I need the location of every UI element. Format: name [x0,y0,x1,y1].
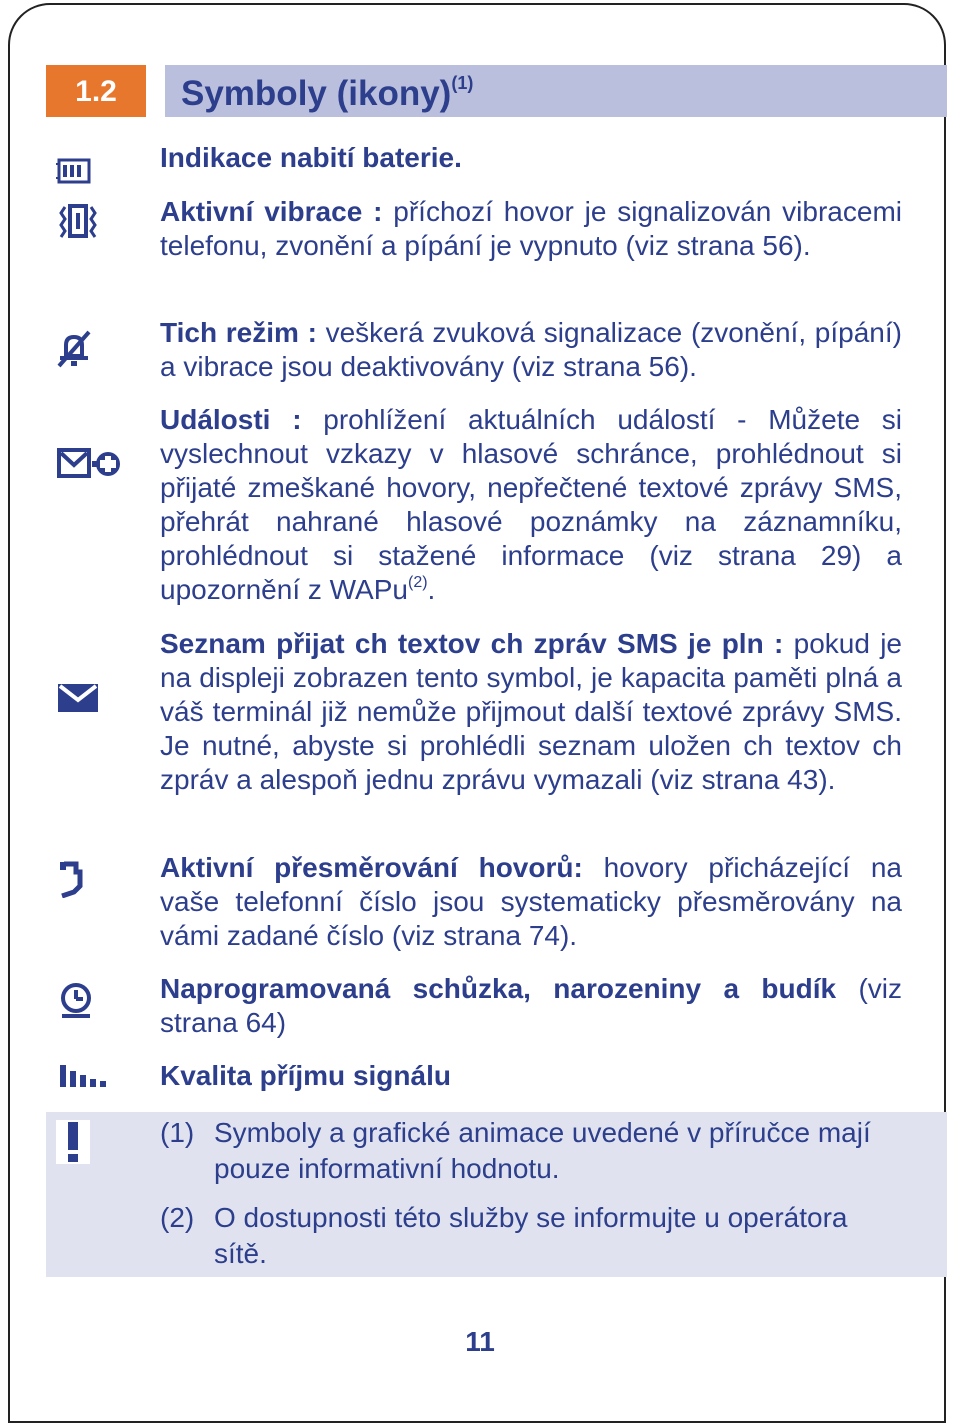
section-title-footnote: (1) [451,73,474,93]
silent-mode-icon [56,330,92,368]
signal-strength-icon [56,1063,110,1089]
events-icon [56,447,126,481]
footnote-1-number: (1) [160,1117,195,1148]
sms-full-icon [56,682,102,714]
entry-events: Události : prohlížení aktuálních událostí - Můžete si vyslechnout vzkazy v hlasové schránce, prohlédnout si přijaté zmeškané hovory, nepřečtené textové zprávy SMS, přehrát nahrané hlasové poznámky na záznamníku, prohlédnout si stažené informace (viz strana 29) a upozornění z WAPu$^{(2)}$. [160,404,903,605]
section-header [165,65,947,117]
entry-alarm: Naprogramovaná schůzka, narozeniny a budík (viz strana 64) [160,973,902,1038]
footnote-1 [160,1115,900,1187]
entry-battery: Indikace nabití baterie. [160,142,462,173]
entry-silent-mode: Tich režim : veškerá zvuková signalizace (zvonění, pípání) a vibrace jsou deaktivovány (viz strana 56). [160,317,902,382]
section-number: 1.2 [46,65,146,117]
entry-call-forward: Aktivní přesměrování hovorů: hovory přicházející na vaše telefonní číslo jsou systematicky přesměrovány na vámi zadané číslo (viz strana 74). [160,852,902,951]
vibration-icon [56,203,100,239]
footnote-1-text: Symboly a grafické animace uvedené v příručce mají pouze informativní hodnotu. [214,1117,871,1184]
alarm-clock-icon [56,980,96,1020]
footnote-2-text: O dostupnosti této služby se informujte u operátora sítě. [214,1202,848,1269]
footnote-2-number: (2) [160,1202,195,1233]
section-title: Symboly (ikony)$^{(1)}$ [181,73,474,113]
page-number: 11 [465,1326,495,1357]
entry-vibration: Aktivní vibrace : příchozí hovor je signalizován vibracemi telefonu, zvonění a pípání je vypnuto (viz strana 56). [160,196,902,261]
entry-signal: Kvalita příjmu signálu [160,1060,451,1091]
footnote-2 [160,1200,900,1272]
battery-icon [56,157,92,185]
exclamation-icon [56,1120,90,1164]
call-forward-icon [56,860,86,898]
entry-sms-full: Seznam přijat ch textov ch zpráv SMS je pln : pokud je na displeji zobrazen tento symbol, je kapacita paměti plná a váš terminál již nemůže přijmout další textové zprávy SMS. Je nutné, abyste si prohlédli seznam uložen ch textov ch zpráv a alespoň jednu zprávu vymazali (viz strana 43). [160,628,903,795]
